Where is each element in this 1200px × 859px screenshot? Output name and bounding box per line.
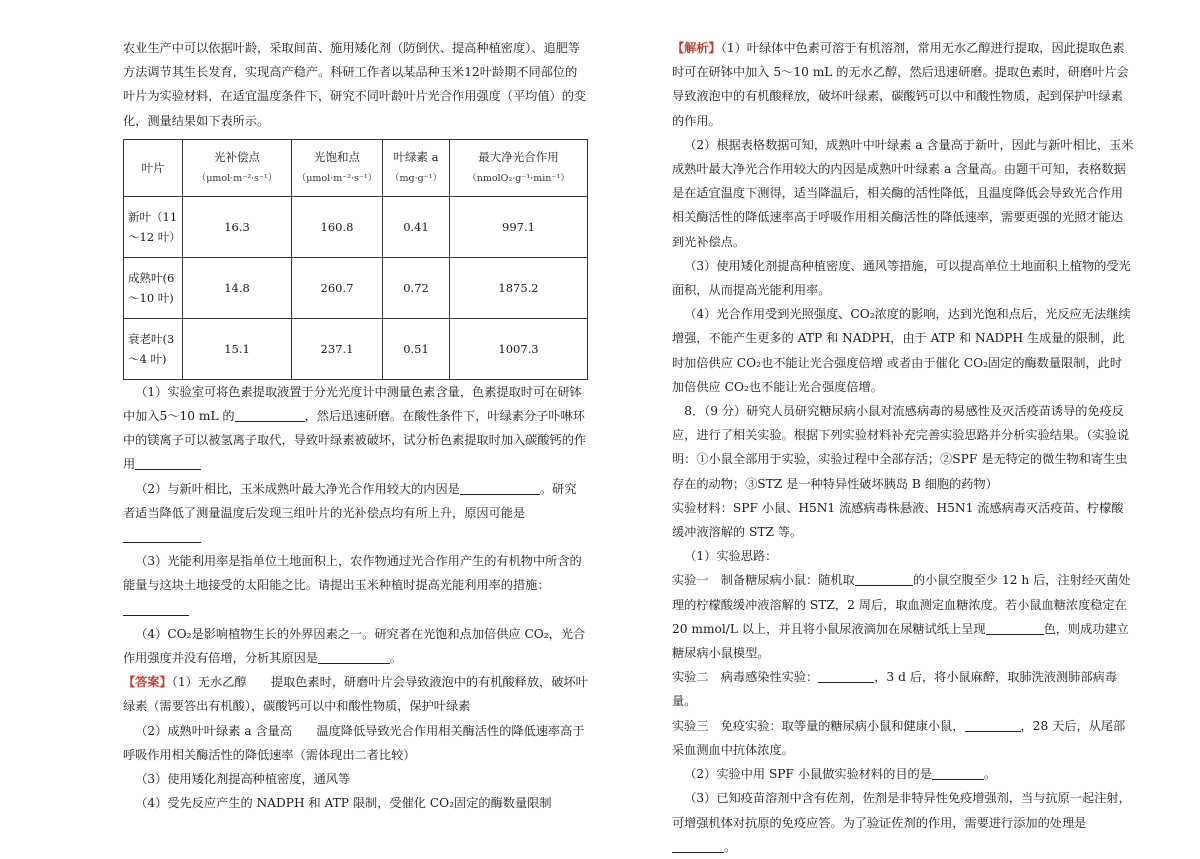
answer-blank [318,649,390,664]
table-header-cell: 叶片 [124,139,183,196]
question-3: （3）光能利用率是指单位土地面积上，农作物通过光合作用产生的有机物中所含的能量与这块土地接受的太阳能之比。请提出玉米种植时提高光能利用率的措施： [123,549,588,622]
analysis-3: （3）使用矮化剂提高种植密度、通风等措施，可以提高单位土地面积上植物的受光面积，从而提高光能利用率。 [672,258,1131,298]
table-header-cell: 最大净光合作用 （nmolO₂·g⁻¹·min⁻¹） [450,139,588,196]
answer-blank [672,838,724,853]
table-header-cell: 光饱和点 （μmol·m⁻²·s⁻¹） [292,139,383,196]
answer-blank [235,407,305,422]
table-cell: 0.72 [383,257,450,318]
table-header-cell: 叶绿素 a （mg·g⁻¹） [383,139,450,196]
table-cell: 15.1 [183,318,292,379]
table-cell: 160.8 [292,196,383,257]
table-cell: 新叶（11～12 叶） [124,196,183,257]
answer-4: （4）受先反应产生的 NADPH 和 ATP 限制，受催化 CO₂固定的酶数量限制 [135,796,552,811]
answer-blank [123,528,201,543]
answer-tag: 【答案】 [123,675,172,690]
table-row [124,196,588,257]
experiment-1: 实验一 制备糖尿病小鼠：随机取 的小鼠空腹至少 12 h 后，注射经灭菌处理的柠檬酸缓冲液溶解的 STZ，2 周后，取血测定血糖浓度。若小鼠血糖浓度稳定在 20 mmol/L 以上，并且将小鼠尿液滴加在尿糖试纸上呈现 色，则成功建立糖尿病小鼠模型。 [672,573,1131,661]
experiment-2: 实验二 病毒感染性实验： ，3 d 后，将小鼠麻醉，取肺洗液测肺部病毒量。 [672,670,1117,709]
table-cell: 14.8 [183,257,292,318]
table-cell: 997.1 [450,196,588,257]
experiment-3: 实验三 免疫实验：取等量的糖尿病小鼠和健康小鼠， ，28 天后，从尾部采血测血中抗体浓度。 [672,718,1126,757]
table-cell: 0.51 [383,318,450,379]
table-cell: 0.41 [383,196,450,257]
materials: 实验材料：SPF 小鼠、H5N1 流感病毒株悬液、H5N1 流感病毒灭活疫苗、柠檬酸缓冲液溶解的 STZ 等。 [672,500,1124,540]
data-table [123,139,588,380]
analysis-1: 【解析】（1）叶绿体中色素可溶于有机溶剂，常用无水乙醇进行提取，因此提取色素时可在研钵中加入 5～10 mL 的无水乙醇，然后迅速研磨。提取色素时，研磨叶片会导致液泡中的有机酸释放，破坏叶绿素，碳酸钙可以中和酸性物质，起到保护叶绿素的作用。 [672,41,1129,128]
table-cell: 成熟叶(6～10 叶) [124,257,183,318]
answer-blank [855,571,913,586]
answer-1: 【答案】（1）无水乙醇 提取色素时，研磨叶片会导致液泡中的有机酸释放，破坏叶绿素（需要答出有机酸），碳酸钙可以中和酸性物质，保护叶绿素 [123,675,588,714]
table-cell: 260.7 [292,257,383,318]
answer-blank [818,668,874,683]
table-header-row [124,139,588,196]
table-row [124,318,588,379]
answer-2: （2）成熟叶叶绿素 a 含量高 温度降低导致光合作用相关酶活性的降低速率高于呼吸作用相关酶活性的降低速率（需体现出二者比较） [123,723,585,762]
question-1: （1）实验室可将色素提取液置于分光光度计中测量色素含量，色素提取时可在研钵中加入5～10 mL 的 ，然后迅速研磨。在酸性条件下，叶绿素分子卟啉环中的镁离子可以被氢离子取代，导致叶绿素被破坏，试分析色素提取时加入碳酸钙的作用 [123,384,587,472]
table-cell: 237.1 [292,318,383,379]
left-column [123,36,588,815]
question-intro: 农业生产中可以依据叶龄，采取间苗、施用矮化剂（防倒伏、提高种植密度）、追肥等方法调节其生长发育，实现高产稳产。科研工作者以某品种玉米12叶龄期不同部位的叶片为实验材料，在适宜温度条件下，研究不同叶龄叶片光合作用强度（平均值）的变化，测量结果如下表所示。 [123,41,587,128]
question-8-3: （3）已知疫苗溶剂中含有佐剂，佐剂是非特异性免疫增强剂，当与抗原一起注射，可增强机体对抗原的免疫应答。为了验证佐剂的作用，需要进行添加的处理是。 [672,791,1131,854]
table-row [124,257,588,318]
analysis-tag: 【解析】 [672,41,721,55]
analysis-2: （2）根据表格数据可知，成熟叶中叶绿素 a 含量高于新叶，因此与新叶相比，玉米成熟叶最大净光合作用较大的内因是成熟叶叶绿素 a 含量高。由题干可知，表格数据是在适宜温度下测得，适当降温后，相关酶的活性降低，且温度降低会导致光合作用相关酶活性的降低速率高于呼吸作用相关酶活性的降低速率，需要更强的光照才能达到光补偿点。 [672,137,1134,249]
table-cell: 1007.3 [450,318,588,379]
analysis-4: （4）光合作用受到光照强度、CO₂浓度的影响，达到光饱和点后，光反应无法继续增强，不能产生更多的 ATP 和 NADPH，由于 ATP 和 NADPH 生成量的限制，此时加倍供应 CO₂也不能让光合强度倍增 或者由于催化 CO₂固定的酶数量限制，此时加倍供应 CO₂也不能让光合强度倍增。 [672,307,1131,394]
answer-3: （3）使用矮化剂提高种植密度，通风等 [135,772,351,787]
table-cell: 16.3 [183,196,292,257]
question-2: （2）与新叶相比，玉米成熟叶最大净光合作用较大的内因是 。研究者适当降低了测量温度后发现三组叶片的光补偿点均有所上升，原因可能是 [123,477,588,550]
answer-blank [123,601,189,616]
answer-blank [135,455,201,470]
question-8: 8．（9 分）研究人员研究糖尿病小鼠对流感病毒的易感性及灭活疫苗诱导的免疫反应，进行了相关实验。根据下列实验材料补充完善实验思路并分析实验结果。（实验说明：①小鼠全部用于实验，实验过程中全部存活；②SPF 是无特定的微生物和寄生虫存在的动物；③STZ 是一种特异性破坏胰岛 B 细胞的药物） [672,404,1130,491]
table-cell: 1875.2 [450,257,588,318]
answer-blank [986,620,1044,635]
question-8-2: （2）实验中用 SPF 小鼠做实验材料的目的是 。 [684,767,997,782]
answer-blank [932,765,984,780]
question-4: （4）CO₂是影响植物生长的外界因素之一。研究者在光饱和点加倍供应 CO₂，光合作用强度并没有倍增，分析其原因是 。 [123,626,586,666]
table-cell: 衰老叶(3～4 叶) [124,318,183,379]
section-title: （1）实验思路： [684,549,778,564]
table-header-cell: 光补偿点 （μmol·m⁻²·s⁻¹） [183,139,292,196]
right-column [672,36,1134,859]
answer-blank [460,480,540,495]
answer-blank [965,717,1021,732]
